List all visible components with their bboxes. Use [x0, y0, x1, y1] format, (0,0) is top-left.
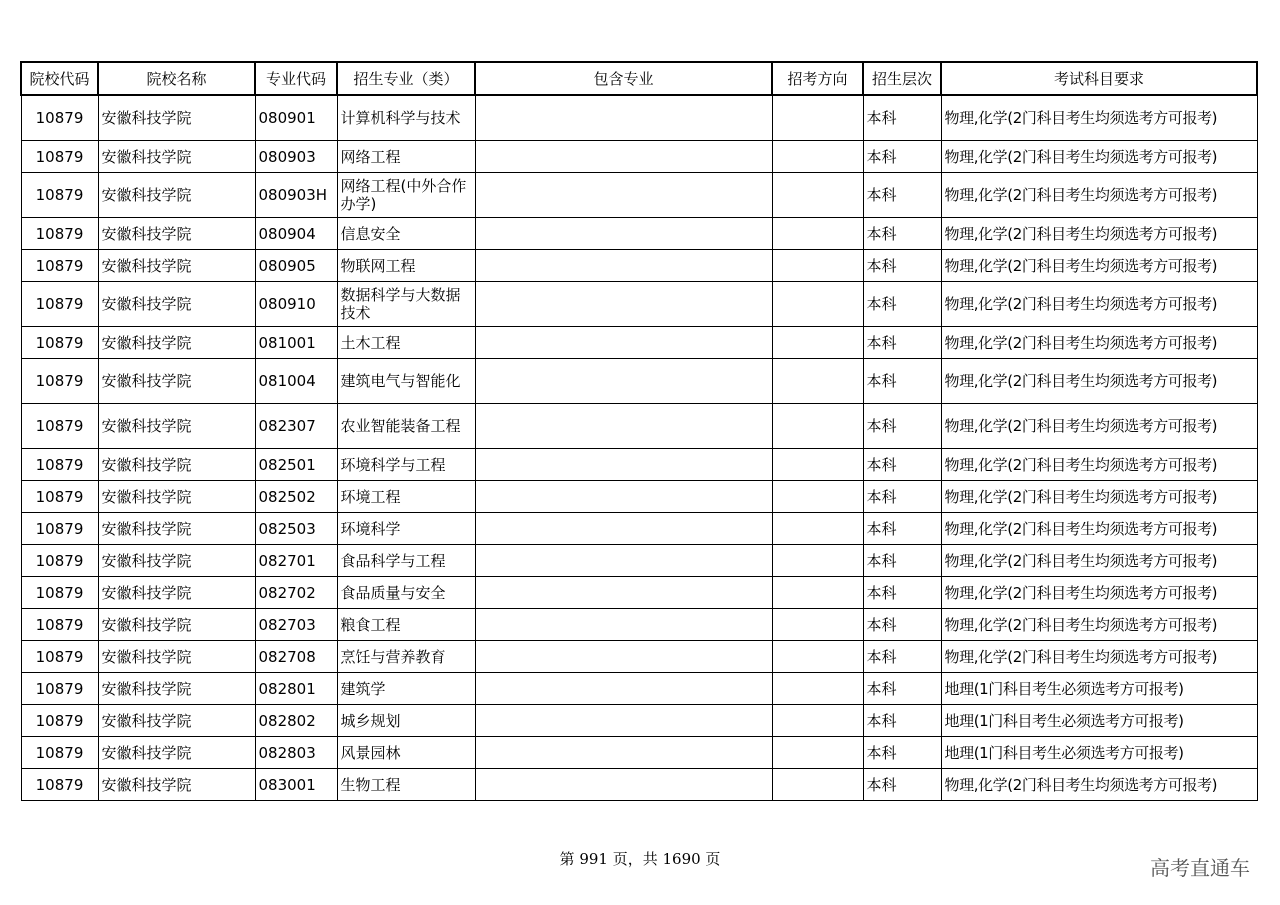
level-cell: 本科: [863, 282, 941, 327]
included-majors-cell: [475, 513, 772, 545]
school-name-cell: 安徽科技学院: [98, 95, 255, 141]
direction-cell: [772, 705, 863, 737]
direction-cell: [772, 673, 863, 705]
included-majors-cell: [475, 609, 772, 641]
watermark: 高考直通车: [1150, 856, 1250, 880]
included-majors-cell: [475, 95, 772, 141]
school-code-cell: 10879: [21, 359, 98, 404]
level-cell: 本科: [863, 577, 941, 609]
table-body: [21, 95, 1257, 801]
school-name-cell: 安徽科技学院: [98, 481, 255, 513]
major-code-cell: 082703: [255, 609, 337, 641]
requirement-cell: 物理,化学(2门科目考生均须选考方可报考): [941, 282, 1257, 327]
table-header-row: [21, 62, 1257, 95]
requirement-cell: 物理,化学(2门科目考生均须选考方可报考): [941, 769, 1257, 801]
table-row: [21, 404, 1257, 449]
included-majors-cell: [475, 250, 772, 282]
requirement-cell: 物理,化学(2门科目考生均须选考方可报考): [941, 404, 1257, 449]
major-code-cell: 080903: [255, 141, 337, 173]
major-code-cell: 082702: [255, 577, 337, 609]
level-cell: 本科: [863, 769, 941, 801]
requirement-cell: 物理,化学(2门科目考生均须选考方可报考): [941, 95, 1257, 141]
header-school-code: 院校代码: [21, 62, 98, 95]
major-cell: 网络工程: [337, 141, 475, 173]
major-cell: 建筑电气与智能化: [337, 359, 475, 404]
table-row: [21, 327, 1257, 359]
school-name-cell: 安徽科技学院: [98, 577, 255, 609]
level-cell: 本科: [863, 404, 941, 449]
major-cell: 环境科学与工程: [337, 449, 475, 481]
school-code-cell: 10879: [21, 404, 98, 449]
major-code-cell: 080904: [255, 218, 337, 250]
table-row: [21, 577, 1257, 609]
major-code-cell: 083001: [255, 769, 337, 801]
included-majors-cell: [475, 282, 772, 327]
level-cell: 本科: [863, 513, 941, 545]
included-majors-cell: [475, 737, 772, 769]
school-code-cell: 10879: [21, 513, 98, 545]
school-code-cell: 10879: [21, 673, 98, 705]
major-cell: 农业智能装备工程: [337, 404, 475, 449]
school-code-cell: 10879: [21, 250, 98, 282]
table-row: [21, 359, 1257, 404]
school-code-cell: 10879: [21, 327, 98, 359]
direction-cell: [772, 769, 863, 801]
requirement-cell: 物理,化学(2门科目考生均须选考方可报考): [941, 609, 1257, 641]
direction-cell: [772, 641, 863, 673]
major-cell: 烹饪与营养教育: [337, 641, 475, 673]
direction-cell: [772, 141, 863, 173]
direction-cell: [772, 513, 863, 545]
direction-cell: [772, 737, 863, 769]
requirement-cell: 物理,化学(2门科目考生均须选考方可报考): [941, 173, 1257, 218]
direction-cell: [772, 282, 863, 327]
header-level: 招生层次: [863, 62, 941, 95]
level-cell: 本科: [863, 481, 941, 513]
school-code-cell: 10879: [21, 173, 98, 218]
major-cell: 数据科学与大数据技术: [337, 282, 475, 327]
school-name-cell: 安徽科技学院: [98, 141, 255, 173]
included-majors-cell: [475, 577, 772, 609]
school-code-cell: 10879: [21, 95, 98, 141]
level-cell: 本科: [863, 705, 941, 737]
table-row: [21, 250, 1257, 282]
major-cell: 土木工程: [337, 327, 475, 359]
requirement-cell: 物理,化学(2门科目考生均须选考方可报考): [941, 218, 1257, 250]
direction-cell: [772, 609, 863, 641]
header-school-name: 院校名称: [98, 62, 255, 95]
requirement-cell: 物理,化学(2门科目考生均须选考方可报考): [941, 481, 1257, 513]
school-name-cell: 安徽科技学院: [98, 250, 255, 282]
table-row: [21, 769, 1257, 801]
major-code-cell: 080905: [255, 250, 337, 282]
level-cell: 本科: [863, 737, 941, 769]
table-row: [21, 545, 1257, 577]
major-code-cell: 082503: [255, 513, 337, 545]
school-code-cell: 10879: [21, 705, 98, 737]
major-code-cell: 080910: [255, 282, 337, 327]
school-code-cell: 10879: [21, 577, 98, 609]
school-code-cell: 10879: [21, 545, 98, 577]
level-cell: 本科: [863, 641, 941, 673]
major-code-cell: 082502: [255, 481, 337, 513]
requirement-cell: 物理,化学(2门科目考生均须选考方可报考): [941, 250, 1257, 282]
major-cell: 城乡规划: [337, 705, 475, 737]
school-name-cell: 安徽科技学院: [98, 609, 255, 641]
requirement-cell: 地理(1门科目考生必须选考方可报考): [941, 737, 1257, 769]
requirement-cell: 物理,化学(2门科目考生均须选考方可报考): [941, 141, 1257, 173]
direction-cell: [772, 95, 863, 141]
level-cell: 本科: [863, 609, 941, 641]
included-majors-cell: [475, 705, 772, 737]
header-requirement: 考试科目要求: [941, 62, 1257, 95]
requirement-cell: 地理(1门科目考生必须选考方可报考): [941, 705, 1257, 737]
school-name-cell: 安徽科技学院: [98, 282, 255, 327]
included-majors-cell: [475, 173, 772, 218]
level-cell: 本科: [863, 250, 941, 282]
major-cell: 信息安全: [337, 218, 475, 250]
included-majors-cell: [475, 449, 772, 481]
major-cell: 粮食工程: [337, 609, 475, 641]
requirement-cell: 物理,化学(2门科目考生均须选考方可报考): [941, 641, 1257, 673]
level-cell: 本科: [863, 141, 941, 173]
level-cell: 本科: [863, 545, 941, 577]
table-row: [21, 449, 1257, 481]
header-direction: 招考方向: [772, 62, 863, 95]
level-cell: 本科: [863, 95, 941, 141]
major-code-cell: 082801: [255, 673, 337, 705]
requirement-cell: 物理,化学(2门科目考生均须选考方可报考): [941, 327, 1257, 359]
table-row: [21, 609, 1257, 641]
requirement-cell: 物理,化学(2门科目考生均须选考方可报考): [941, 513, 1257, 545]
requirement-cell: 物理,化学(2门科目考生均须选考方可报考): [941, 449, 1257, 481]
included-majors-cell: [475, 673, 772, 705]
major-cell: 生物工程: [337, 769, 475, 801]
direction-cell: [772, 250, 863, 282]
table-row: [21, 705, 1257, 737]
direction-cell: [772, 449, 863, 481]
major-code-cell: 081004: [255, 359, 337, 404]
school-name-cell: 安徽科技学院: [98, 513, 255, 545]
direction-cell: [772, 577, 863, 609]
table-row: [21, 173, 1257, 218]
included-majors-cell: [475, 769, 772, 801]
school-name-cell: 安徽科技学院: [98, 545, 255, 577]
level-cell: 本科: [863, 359, 941, 404]
major-cell: 计算机科学与技术: [337, 95, 475, 141]
school-code-cell: 10879: [21, 141, 98, 173]
level-cell: 本科: [863, 218, 941, 250]
direction-cell: [772, 327, 863, 359]
included-majors-cell: [475, 641, 772, 673]
school-name-cell: 安徽科技学院: [98, 359, 255, 404]
included-majors-cell: [475, 218, 772, 250]
table-row: [21, 737, 1257, 769]
school-name-cell: 安徽科技学院: [98, 173, 255, 218]
school-name-cell: 安徽科技学院: [98, 737, 255, 769]
table-row: [21, 481, 1257, 513]
major-code-cell: 082802: [255, 705, 337, 737]
major-cell: 风景园林: [337, 737, 475, 769]
school-code-cell: 10879: [21, 449, 98, 481]
level-cell: 本科: [863, 449, 941, 481]
major-cell: 食品科学与工程: [337, 545, 475, 577]
direction-cell: [772, 481, 863, 513]
direction-cell: [772, 545, 863, 577]
major-code-cell: 082307: [255, 404, 337, 449]
school-name-cell: 安徽科技学院: [98, 641, 255, 673]
school-name-cell: 安徽科技学院: [98, 769, 255, 801]
level-cell: 本科: [863, 173, 941, 218]
direction-cell: [772, 173, 863, 218]
requirement-cell: 物理,化学(2门科目考生均须选考方可报考): [941, 359, 1257, 404]
table-row: [21, 673, 1257, 705]
school-code-cell: 10879: [21, 609, 98, 641]
direction-cell: [772, 359, 863, 404]
page-number: 第 991 页，共 1690 页: [559, 850, 721, 868]
major-code-cell: 080903H: [255, 173, 337, 218]
direction-cell: [772, 218, 863, 250]
header-included-majors: 包含专业: [475, 62, 772, 95]
table-row: [21, 641, 1257, 673]
included-majors-cell: [475, 141, 772, 173]
major-cell: 建筑学: [337, 673, 475, 705]
school-name-cell: 安徽科技学院: [98, 327, 255, 359]
major-cell: 环境科学: [337, 513, 475, 545]
school-name-cell: 安徽科技学院: [98, 673, 255, 705]
table-row: [21, 282, 1257, 327]
major-code-cell: 082701: [255, 545, 337, 577]
major-cell: 物联网工程: [337, 250, 475, 282]
table-row: [21, 95, 1257, 141]
school-name-cell: 安徽科技学院: [98, 218, 255, 250]
school-code-cell: 10879: [21, 218, 98, 250]
school-name-cell: 安徽科技学院: [98, 449, 255, 481]
requirement-cell: 地理(1门科目考生必须选考方可报考): [941, 673, 1257, 705]
school-code-cell: 10879: [21, 769, 98, 801]
school-name-cell: 安徽科技学院: [98, 404, 255, 449]
requirement-cell: 物理,化学(2门科目考生均须选考方可报考): [941, 545, 1257, 577]
level-cell: 本科: [863, 673, 941, 705]
major-code-cell: 082708: [255, 641, 337, 673]
table-row: [21, 218, 1257, 250]
major-cell: 食品质量与安全: [337, 577, 475, 609]
major-code-cell: 082803: [255, 737, 337, 769]
major-code-cell: 080901: [255, 95, 337, 141]
included-majors-cell: [475, 481, 772, 513]
requirement-cell: 物理,化学(2门科目考生均须选考方可报考): [941, 577, 1257, 609]
included-majors-cell: [475, 404, 772, 449]
school-code-cell: 10879: [21, 481, 98, 513]
included-majors-cell: [475, 327, 772, 359]
school-code-cell: 10879: [21, 737, 98, 769]
direction-cell: [772, 404, 863, 449]
included-majors-cell: [475, 359, 772, 404]
major-cell: 网络工程(中外合作办学): [337, 173, 475, 218]
table-row: [21, 513, 1257, 545]
major-code-cell: 082501: [255, 449, 337, 481]
header-major: 招生专业（类）: [337, 62, 475, 95]
level-cell: 本科: [863, 327, 941, 359]
major-cell: 环境工程: [337, 481, 475, 513]
table-row: [21, 141, 1257, 173]
included-majors-cell: [475, 545, 772, 577]
school-name-cell: 安徽科技学院: [98, 705, 255, 737]
admission-table: [20, 61, 1258, 801]
school-code-cell: 10879: [21, 282, 98, 327]
major-code-cell: 081001: [255, 327, 337, 359]
header-major-code: 专业代码: [255, 62, 337, 95]
school-code-cell: 10879: [21, 641, 98, 673]
